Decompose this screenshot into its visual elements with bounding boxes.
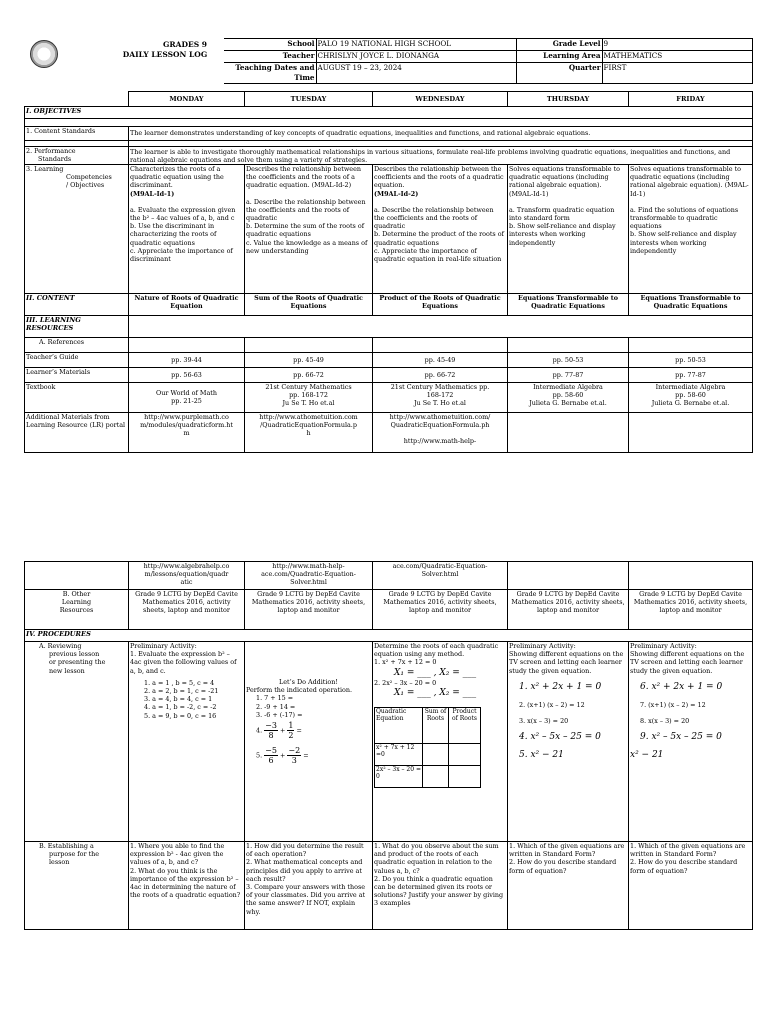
performance-standards-label [25, 147, 129, 165]
performance-label-line1: 2. Performance [26, 147, 76, 155]
comp-mon-1: (M9AL-Id-1) [130, 189, 175, 198]
other-monday: Grade 9 LCTG by DepEd Cavite Mathematics 2016, activity sheets, laptop and monitor [129, 590, 245, 630]
lesson-table-page1 [24, 91, 753, 453]
add-tue-0: http://www.athometuition.com [259, 413, 358, 421]
other-label-1: B. Other [62, 590, 91, 598]
textbook-monday [129, 383, 245, 413]
rev-label-2: or presenting the [49, 658, 106, 667]
rev-tue-item-2: 2. -9 + 14 = [256, 702, 296, 711]
add-tue-1: /QuadraticEquationFormula.p [260, 421, 357, 430]
rev-wed-intro: Determine the roots of each quadratic equation using any method. [374, 642, 499, 659]
add2-tue-1: ace.com/Quadratic-Equation- [261, 570, 356, 579]
rev-mon-item-3: 3. a = 4, b = 4, c = 1 [144, 695, 213, 704]
reviewing-thursday [508, 642, 629, 842]
rev-wed-eq2: 2. 2x² – 3x – 20 = 0 [374, 678, 437, 687]
frac-4b-num: 1 [288, 721, 294, 731]
rev-mon-intro: 1. Evaluate the expression b² – 4ac given the following values of a, b, and c. [130, 650, 237, 675]
content-friday: Equations Transformable to Quadratic Equations [629, 294, 753, 316]
grade-value: 9 [602, 39, 752, 51]
competencies-label-line3: / Objectives [66, 181, 105, 190]
rev-thu-item-2: 2. (x+1) (x – 2) = 12 [519, 700, 585, 709]
add2-mon-0: http://www.algebrahelp.co [143, 562, 230, 570]
rev-wed-eq1: 1. x² + 7x + 12 = 0 [374, 658, 437, 667]
performance-label-line2: Standards [38, 155, 72, 164]
competencies-wednesday [373, 165, 508, 294]
add2-wed-0: ace.com/Quadratic-Equation- [392, 562, 488, 570]
day-monday: MONDAY [129, 92, 245, 107]
add-mon-2: m [183, 429, 190, 438]
comp-thu-2: a. Transform quadratic equation into standard form [509, 205, 615, 223]
teacher-value: CHRISLYN JOYCE L. DIONANGA [316, 51, 516, 63]
other-tuesday: Grade 9 LCTG by DepEd Cavite Mathematics 2016, activity sheets, laptop and monitor [245, 590, 373, 630]
other-thursday: Grade 9 LCTG by DepEd Cavite Mathematics 2016, activity sheets, laptop and monitor [508, 590, 629, 630]
additional-wednesday [373, 413, 508, 453]
resources-heading: III. LEARNING RESOURCES [25, 316, 129, 338]
rev-fri-title: Preliminary Activity: [630, 642, 697, 650]
performance-standards-text: The learner is able to investigate thoroughly mathematical relationships in various situations, formulate real-life problems involving quadratic equations, inequalities and functions, and rational algebraic equations and solve them using a variety of strategies. [129, 147, 753, 165]
content-heading: II. CONTENT [25, 294, 129, 316]
add2-wed-1: Solver.html [421, 570, 459, 579]
add-wed-3: http://www.math-help- [403, 437, 477, 446]
add2-mon-1: m/lessons/equation/quadr [144, 570, 229, 579]
rev-thu-intro: Showing different equations on the TV screen and letting each learner study the given equation. [509, 650, 624, 675]
lm-thursday: pp. 77-87 [508, 368, 629, 383]
deped-logo [30, 40, 58, 68]
tg-wednesday: pp. 45-49 [373, 353, 508, 368]
rev-mon-title: Preliminary Activity: [130, 642, 197, 650]
textbook-friday [629, 383, 753, 413]
add-mon-0: http://www.purplemath.co [144, 413, 229, 421]
frac-4a-den: 8 [268, 731, 274, 741]
roots-table-head-eq: Quadratic Equation [375, 707, 423, 743]
reviewing-friday [629, 642, 753, 842]
tb-tue-0: 21st Century Mathematics [265, 383, 352, 391]
lm-label: Learner’s Materials [25, 368, 129, 383]
lm-friday: pp. 77-87 [629, 368, 753, 383]
frac-5b-den: 3 [291, 756, 297, 766]
rev-thu-title: Preliminary Activity: [509, 642, 576, 650]
rev-thu-item-1: 1. x² + 2x + 1 = 0 [519, 681, 602, 692]
roots-table-head-product: Product of Roots [449, 707, 481, 743]
tb-tue-1: pp. 168-172 [289, 391, 328, 400]
rev-fri-item-8: 8. x(x – 3) = 20 [640, 717, 690, 726]
frac-5b [287, 746, 301, 765]
add-wed-1: QuadraticEquationFormula.ph [390, 421, 490, 430]
tb-fri-2: Julieta G. Bernabe et.al. [651, 399, 730, 408]
grade-label: Grade Level [516, 39, 602, 51]
additional-monday [129, 413, 245, 453]
frac-5a-num: −5 [265, 746, 277, 756]
competencies-label-line2: Competencies [66, 173, 112, 182]
comp-fri-0: Solves equations transformable to quadratic equations (including rational algebraic equation). (M9AL-Id-1) [630, 165, 749, 198]
add-mon-1: m/modules/quadraticform.ht [140, 421, 233, 430]
day-wednesday: WEDNESDAY [373, 92, 508, 107]
competencies-label-line1: 3. Learning [26, 165, 64, 173]
rev-thu-item-5: 5. x² − 21 [519, 750, 564, 761]
area-value: MATHEMATICS [602, 51, 752, 63]
content-wednesday: Product of the Roots of Quadratic Equations [373, 294, 508, 316]
day-tuesday: TUESDAY [245, 92, 373, 107]
lm-tuesday: pp. 66-72 [245, 368, 373, 383]
header-table [224, 38, 753, 84]
tg-thursday: pp. 50-53 [508, 353, 629, 368]
add2-tue-2: Solver.html [290, 578, 327, 587]
content-standards-text: The learner demonstrates understanding of key concepts of quadratic equations, inequalities and functions, and rational algebraic equations. [129, 127, 753, 141]
content-thursday: Equations Transformable to Quadratic Equations [508, 294, 629, 316]
comp-tue-4: c. Value the knowledge as a means of new understanding [246, 238, 368, 255]
purpose-tuesday: 1. How did you determine the result of each operation? 2. What mathematical concepts and principles did you apply to arrive at each result? 3. Compare your answers with those of your classmates. Did you arrive at the same answer? If NOT, explain why. [245, 842, 373, 930]
tb-thu-1: pp. 58-60 [552, 391, 584, 400]
comp-tue-0: Describes the relationship between the coefficients and the roots of a quadratic equation. (M9AL-Id-2) [246, 165, 361, 190]
area-label: Learning Area [516, 51, 602, 63]
comp-fri-2: a. Find the solutions of equations transformable to quadratic equations [630, 205, 739, 231]
add2-tue-0: http://www.math-help- [272, 562, 345, 570]
content-monday: Nature of Roots of Quadratic Equation [129, 294, 245, 316]
textbook-label: Textbook [25, 383, 129, 413]
comp-wed-1: (M9AL-Id-2) [374, 189, 419, 198]
tg-monday: pp. 39-44 [129, 353, 245, 368]
rev-tue-item-4: 4. $\frac{-3}{8}$ + $\frac{1}{2}$ = [256, 721, 302, 741]
frac-5b-num: −2 [288, 746, 301, 756]
other-label-3: Resources [59, 606, 94, 615]
rev-wed-roots1: X₁ = ___ , X₂ = ___ [394, 667, 477, 678]
rev-mon-item-1: 1. a = 1 , b = 5, c = 4 [144, 678, 215, 687]
tb-wed-0: 21st Century Mathematics pp. [390, 383, 490, 391]
frac-4a [264, 721, 278, 740]
competencies-friday [629, 165, 753, 294]
rev-tue-item-3: 3. -6 + (-17) = [256, 710, 303, 719]
rev-fri-item-7: 7. (x+1) (x – 2) = 12 [640, 700, 706, 709]
title-grade: GRADES 9 [163, 40, 207, 49]
reviewing-label [25, 642, 129, 842]
roots-table [374, 707, 481, 788]
frac-5a-den: 6 [268, 756, 274, 766]
lm-monday: pp. 56-63 [129, 368, 245, 383]
rev-fri-item-6: 6. x² + 2x + 1 = 0 [640, 681, 723, 692]
add-tue-2: h [306, 429, 311, 438]
competencies-monday [129, 165, 245, 294]
frac-5a [264, 746, 278, 765]
day-thursday: THURSDAY [508, 92, 629, 107]
textbook-thursday [508, 383, 629, 413]
rev-wed-roots2: X₁ = ___ , X₂ = ___ [394, 687, 477, 698]
purpose-friday: 1. Which of the given equations are written in Standard Form? 2. How do you describe standard form of equation? [629, 842, 753, 930]
lesson-table-page2 [24, 561, 753, 930]
comp-mon-4: b. Use the discriminant in characterizing the roots of quadratic equations [130, 222, 217, 247]
rev-label-1: previous lesson [49, 650, 100, 659]
tb-wed-1: 168-172 [426, 391, 454, 400]
rev-tue-intro: Perform the indicated operation. [246, 686, 353, 695]
rev-fri-intro: Showing different equations on the TV screen and letting each learner study the given equation. [630, 650, 745, 675]
rev-tue-item-5: 5. $\frac{-5}{6}$ + $\frac{-2}{3}$ = [256, 746, 309, 766]
lm-wednesday: pp. 66-72 [373, 368, 508, 383]
other-friday: Grade 9 LCTG by DepEd Cavite Mathematics 2016, activity sheets, laptop and monitor [629, 590, 753, 630]
purpose-label [25, 842, 129, 930]
reviewing-monday [129, 642, 245, 842]
other-wednesday: Grade 9 LCTG by DepEd Cavite Mathematics 2016, activity sheets, laptop and monitor [373, 590, 508, 630]
document-title [60, 40, 220, 60]
comp-fri-3: b. Show self-reliance and display interests when working independently [630, 230, 737, 255]
roots-table-row1: x² + 7x + 12 =0 [375, 743, 423, 765]
tb-mon-0: Our World of Math [156, 389, 217, 397]
references-label: A. References [25, 338, 129, 353]
comp-wed-4: b. Determine the product of the roots of quadratic equations [374, 230, 504, 247]
tb-wed-2: Ju Se T. Ho et.al [414, 399, 466, 408]
tg-tuesday: pp. 45-49 [245, 353, 373, 368]
rev-fri-item-10: x² − 21 [630, 750, 664, 761]
roots-table-row2: 2x² – 3x – 20 = 0 [375, 765, 423, 787]
rev-thu-item-3: 3. x(x – 3) = 20 [519, 717, 569, 726]
roots-table-head-sum: Sum of Roots [423, 707, 449, 743]
rev-fri-item-9: 9. x² – 5x – 25 = 0 [640, 732, 722, 743]
competencies-thursday [508, 165, 629, 294]
comp-thu-0: Solves equations transformable to quadratic equations (including rational algebraic equation). (M9AL-Id-1) [509, 165, 620, 198]
title-dll: DAILY LESSON LOG [122, 50, 208, 59]
rev-thu-item-4: 4. x² – 5x – 25 = 0 [519, 732, 601, 743]
other-label-2: Learning [61, 598, 92, 607]
purpose-label-1: purpose for the [49, 850, 100, 859]
rev-tue-item-1: 1. 7 + 15 = [256, 694, 294, 703]
comp-wed-0: Describes the relationship between the coefficients and the roots of a quadratic equation. [374, 165, 504, 190]
purpose-label-2: lesson [49, 858, 70, 867]
tb-thu-2: Julieta G. Bernabe et.al. [529, 399, 607, 408]
quarter-label: Quarter [516, 63, 602, 84]
teacher-label: Teacher [224, 51, 316, 63]
rev-tue-title: Let’s Do Addition! [279, 678, 338, 686]
additional2-monday [129, 562, 245, 590]
tb-fri-1: pp. 58-60 [675, 391, 706, 400]
textbook-wednesday [373, 383, 508, 413]
additional2-wednesday [373, 562, 508, 590]
purpose-label-0: B. Establishing a [39, 842, 94, 850]
other-resources-label [25, 590, 129, 630]
rev-mon-item-5: 5. a = 9, b = 0, c = 16 [144, 711, 217, 720]
comp-mon-3: a. Evaluate the expression given the b² – 4ac values of a, b, and c [130, 205, 236, 223]
tb-fri-0: Intermediate Algebra [655, 383, 726, 391]
reviewing-tuesday [245, 642, 373, 842]
frac-4b-den: 2 [288, 731, 294, 741]
purpose-thursday: 1. Which of the given equations are written in Standard Form? 2. How do you describe standard form of equation? [508, 842, 629, 930]
comp-thu-3: b. Show self-reliance and display interests when working independently [509, 222, 616, 247]
additional2-tuesday [245, 562, 373, 590]
dates-label: Teaching Dates and Time [224, 63, 316, 84]
content-tuesday: Sum of the Roots of Quadratic Equations [245, 294, 373, 316]
rev-mon-item-2: 2. a = 2, b = 1, c = -21 [144, 687, 219, 696]
purpose-wednesday: 1. What do you observe about the sum and product of the roots of each quadratic equation in relation to the values a, b, c? 2. Do you think a quadratic equation can be determined given its roots or solutions? Justify your answer by giving 3 examples [373, 842, 508, 930]
comp-mon-0: Characterizes the roots of a quadratic equation using the discriminant. [130, 165, 224, 190]
purpose-monday: 1. Where you able to find the expression b² - 4ac given the values of a, b, and c? 2. What do you think is the importance of the expression b² – 4ac in determining the nature of the roots of a quadratic equation? [129, 842, 245, 930]
comp-wed-3: a. Describe the relationship between the coefficients and the roots of quadratic [374, 205, 494, 231]
quarter-value: FIRST [602, 63, 752, 84]
school-value: PALO 19 NATIONAL HIGH SCHOOL [316, 39, 516, 51]
comp-tue-3: b. Determine the sum of the roots of quadratic equations [246, 222, 365, 239]
procedures-heading: IV. PROCEDURES [25, 630, 753, 642]
content-standards-label: 1. Content Standards [25, 127, 129, 141]
reviewing-wednesday [373, 642, 508, 842]
day-friday: FRIDAY [629, 92, 753, 107]
textbook-tuesday [245, 383, 373, 413]
school-label: School [224, 39, 316, 51]
comp-wed-5: c. Appreciate the importance of quadratic equation in real-life situation [374, 246, 502, 264]
additional-tuesday [245, 413, 373, 453]
competencies-tuesday [245, 165, 373, 294]
comp-tue-2: a. Describe the relationship between the coefficients and the roots of quadratic [246, 197, 366, 223]
tb-thu-0: Intermediate Algebra [533, 383, 603, 391]
additional-label: Additional Materials from Learning Resource (LR) portal [25, 413, 129, 453]
frac-4a-num: −3 [265, 721, 277, 731]
rev-mon-item-4: 4. a = 1, b = -2, c = -2 [144, 703, 217, 712]
comp-mon-5: c. Appreciate the importance of discriminant [130, 246, 233, 264]
rev-label-3: new lesson [49, 666, 85, 675]
add-wed-0: http://www.athometuition.com/ [389, 413, 491, 421]
rev-label-0: A. Reviewing [39, 642, 82, 650]
tg-friday: pp. 50-53 [629, 353, 753, 368]
objectives-heading: I. OBJECTIVES [25, 107, 753, 119]
tg-label: Teacher’s Guide [25, 353, 129, 368]
frac-4b [287, 721, 294, 740]
competencies-label [25, 165, 129, 294]
add2-mon-2: atic [180, 578, 193, 587]
tb-mon-1: pp. 21-25 [171, 397, 202, 406]
tb-tue-2: Ju Se T. Ho et.al [282, 399, 335, 408]
dates-value: AUGUST 19 – 23, 2024 [316, 63, 516, 84]
